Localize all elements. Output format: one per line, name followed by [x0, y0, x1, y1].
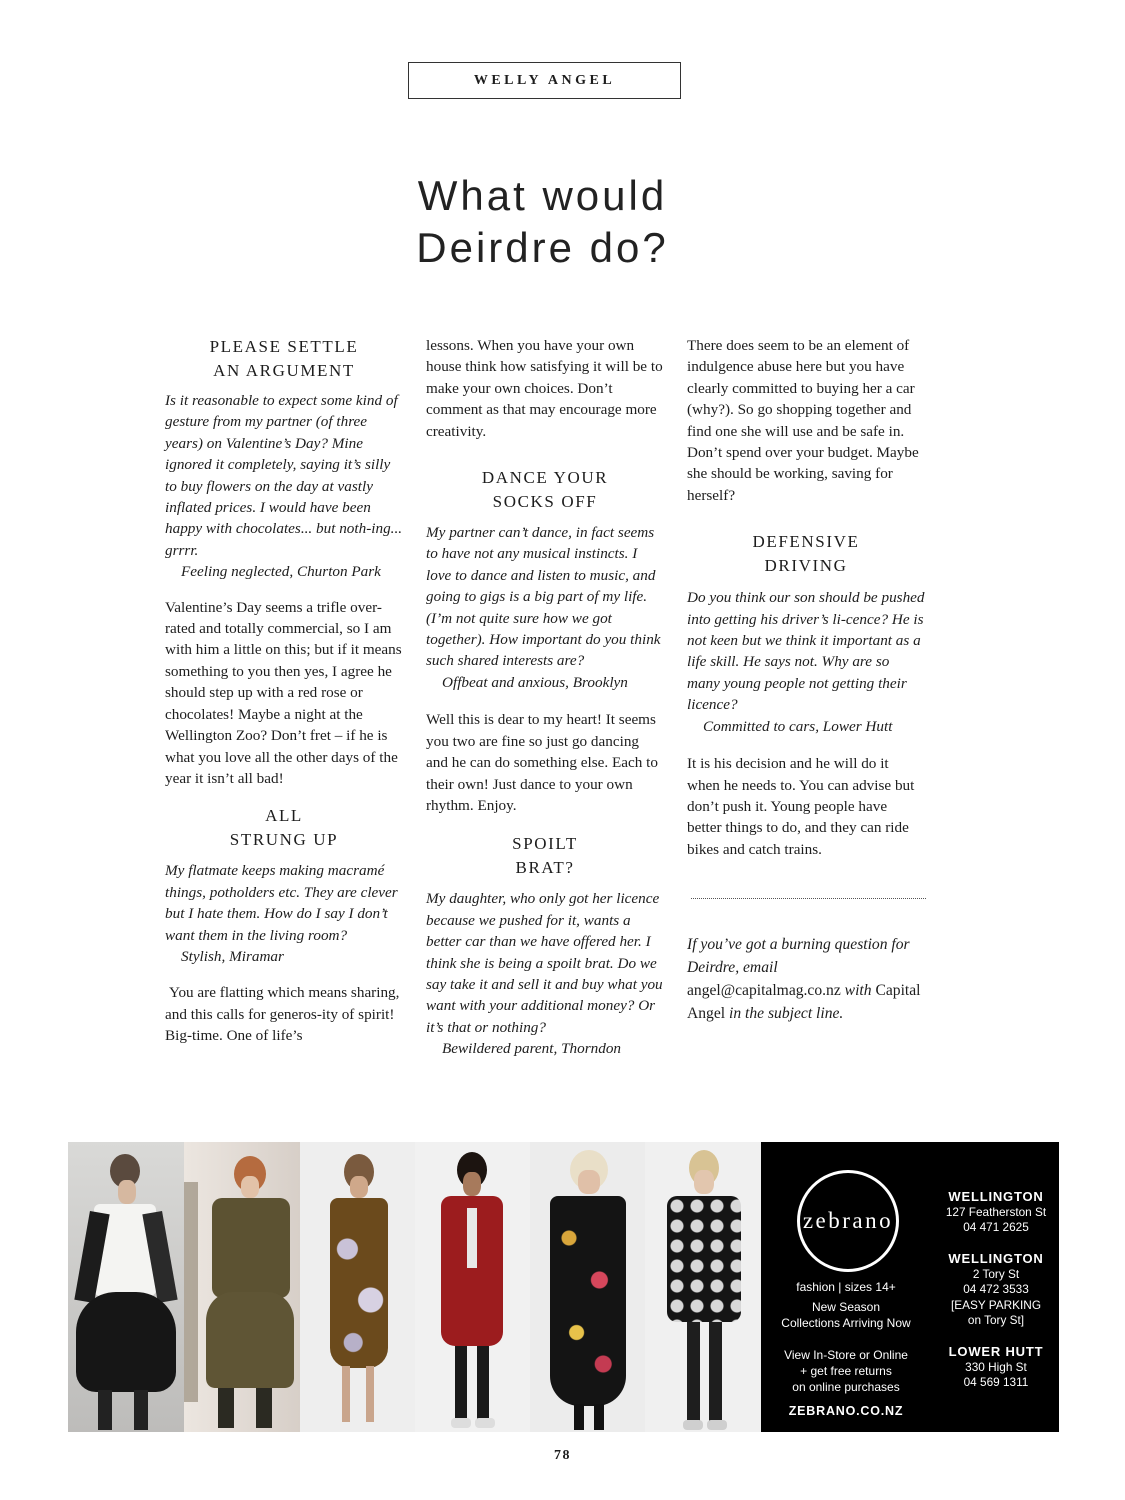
column-1 [165, 335, 403, 1047]
brand-panel [761, 1142, 941, 1432]
subheading-line: SPOILT [512, 834, 578, 854]
subheading-line: PLEASE SETTLE [209, 337, 359, 356]
store-address: 2 Tory St [972, 1266, 1020, 1281]
signature: Committed to cars, Lower Hutt [703, 717, 893, 735]
fashion-photo-strip [68, 1142, 761, 1432]
signature: Bewildered parent, Thorndon [442, 1040, 622, 1058]
question-text: My partner can’t dance, in fact seems to have not any musical instincts. I love to dance and listen to music, and going to gigs is a big part of my life. (I’m not quite sure how we got together). How important do you think such shared interests are? [426, 524, 661, 670]
answer-text: Valentine’s Day seems a trifle over-rated and totally commercial, so I am with him a little on this; but if it means something to you then yes, I agree he should step up with a red rose or chocolates! Maybe a night at the Wellington Zoo? Don’t fret – if he is what you love all the other days of the year it isn’t all bad! [165, 598, 402, 787]
column-name: Capital Angel [687, 982, 921, 1023]
subheading-line: BRAT? [515, 858, 575, 878]
fashion-photo [415, 1142, 530, 1432]
subheading-line: AN ARGUMENT [213, 361, 355, 380]
email-address[interactable]: angel@capitalmag.co.nz [687, 982, 841, 1000]
column-2 [426, 335, 664, 1060]
store-list [933, 1142, 1059, 1432]
signature: Offbeat and anxious, Brooklyn [442, 673, 628, 691]
store-entry [933, 1344, 1059, 1391]
page-number: 78 [554, 1448, 571, 1463]
season-line-1: New Season [811, 1300, 881, 1314]
signature: Stylish, Miramar [181, 947, 284, 965]
store-name: WELLINGTON [948, 1189, 1044, 1204]
subheading-dance-your-socks-off [426, 466, 664, 514]
store-note: on Tory St] [967, 1313, 1025, 1327]
note-text: If you’ve got a burning question for Deirdre, email [687, 936, 910, 977]
subheading-line: DANCE YOUR [481, 468, 609, 488]
note-text: in the subject line. [725, 1005, 844, 1023]
headline [250, 170, 835, 274]
subheading-defensive-driving [687, 530, 925, 578]
store-phone: 04 569 1311 [963, 1375, 1029, 1389]
store-name: LOWER HUTT [948, 1344, 1044, 1359]
dotted-divider [691, 898, 926, 899]
store-address: 330 High St [965, 1359, 1027, 1374]
subheading-line: SOCKS OFF [492, 492, 598, 512]
answer-text: You are flatting which means sharing, and this calls for generos-ity of spirit! Big-time. One of life’s [165, 984, 400, 1045]
subheading-spoilt-brat [426, 832, 664, 880]
answer-text: There does seem to be an element of indulgence abuse here but you have clearly committed to buying her a car (why?). So go shopping together and find one she will use and be safe in. Don’t spend over your budget. Maybe she should be working, saving for herself? [687, 337, 919, 504]
store-entry [933, 1189, 1059, 1236]
signature: Feeling neglected, Churton Park [181, 563, 381, 581]
headline-line-1: What would [417, 172, 668, 219]
subheading-line: STRUNG UP [229, 830, 339, 850]
fashion-photo [300, 1142, 416, 1432]
answer-text: lessons. When you have your own house think how satisfying it will be to make your own choices. Don’t comment as that may encourage more creativity. [426, 337, 663, 440]
store-entry [933, 1251, 1059, 1329]
brand-tagline: fashion | sizes 14+ [796, 1280, 896, 1294]
fashion-photo [68, 1142, 184, 1432]
fashion-photo [530, 1142, 645, 1432]
zebrano-advertisement[interactable] [68, 1142, 1059, 1432]
headline-line-2: Deirdre do? [416, 224, 669, 271]
answer-text: Well this is dear to my heart! It seems you two are fine so just go dancing and he can do something else. Each to their own! Just dance to your own rhythm. Enjoy. [426, 711, 658, 814]
fashion-photo [184, 1142, 300, 1432]
view-line-1: View In-Store or Online [784, 1348, 908, 1362]
submission-note [687, 933, 925, 1025]
zebrano-logo: zebrano [797, 1170, 899, 1272]
store-name: WELLINGTON [948, 1251, 1044, 1266]
store-phone: 04 472 3533 [963, 1282, 1029, 1296]
store-phone: 04 471 2625 [963, 1220, 1029, 1234]
fashion-photo [645, 1142, 761, 1432]
subheading-line: ALL [265, 806, 303, 826]
note-text: with [840, 982, 876, 1000]
store-address: 127 Featherston St [945, 1204, 1047, 1219]
column-3 [687, 335, 925, 1025]
question-text: My daughter, who only got her licence because we pushed for it, wants a better car than we have offered her. I think she is being a spoilt brat. Do we say take it and sell it and buy what you want with your additional money? Or it’s that or nothing? [426, 890, 663, 1036]
view-line-3: on online purchases [792, 1380, 900, 1394]
season-line-2: Collections Arriving Now [781, 1316, 911, 1330]
subheading-line: DEFENSIVE [752, 532, 860, 552]
subheading-line: DRIVING [764, 556, 848, 576]
subheading-all-strung-up [165, 804, 403, 852]
answer-text: It is his decision and he will do it when he needs to. You can advise but don’t push it. Young people have better things to do, and they can ride bikes and catch trains. [687, 755, 915, 858]
subheading-please-settle [165, 335, 403, 383]
question-text: Do you think our son should be pushed into getting his driver’s li-cence? He is not keen but we think it important as a life skill. He says not. Why are so many young people not getting their licence? [687, 589, 925, 714]
view-line-2: + get free returns [800, 1364, 892, 1378]
section-tag: WELLY ANGEL [408, 62, 681, 99]
store-note: [EASY PARKING [950, 1297, 1042, 1312]
question-text: My flatmate keeps making macramé things, potholders etc. They are clever but I hate them. How do I say I don’t want them in the living room? [165, 862, 398, 944]
question-text: Is it reasonable to expect some kind of gesture from my partner (of three years) on Valentine’s Day? Mine ignored it completely, saying it’s silly to buy flowers on the day at vastly inflated prices. I would have been happy with chocolates... but noth-ing... grrrr. [165, 392, 403, 559]
website-link[interactable]: ZEBRANO.CO.NZ [788, 1404, 904, 1418]
